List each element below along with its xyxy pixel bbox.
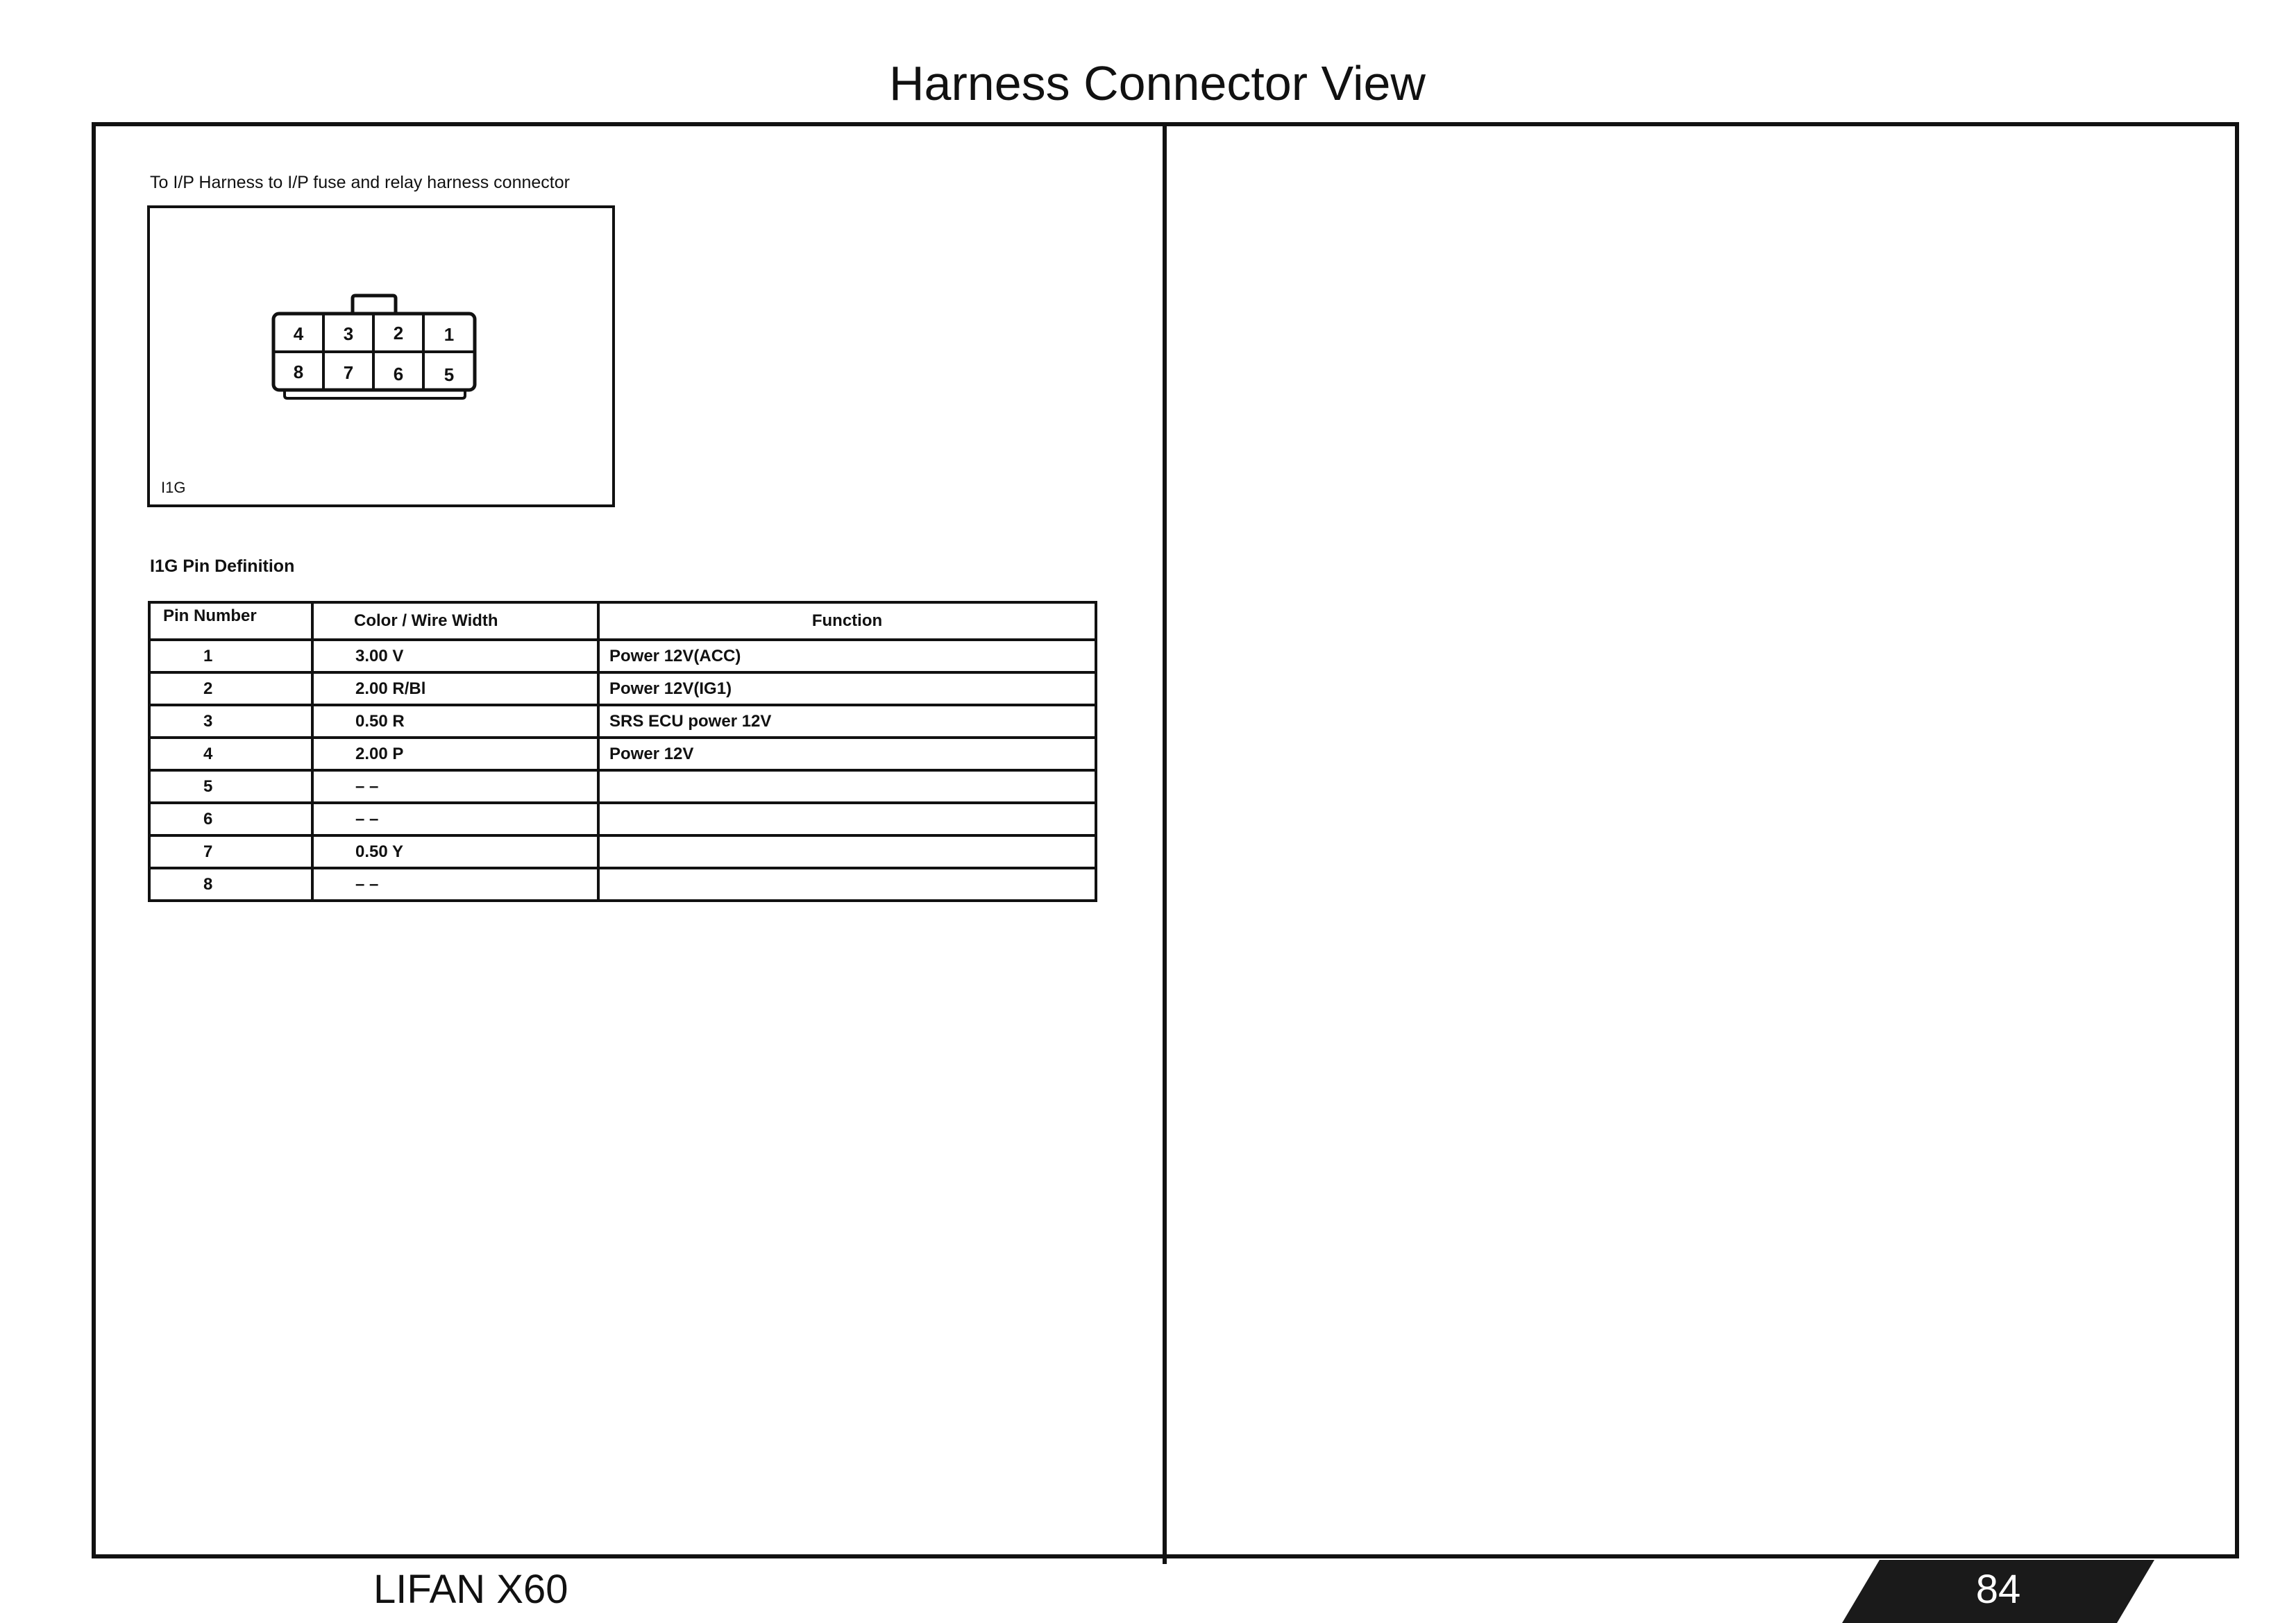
pin-label: 8 — [293, 362, 304, 382]
table-row — [149, 640, 1096, 672]
pin-definition-table — [148, 601, 1097, 902]
function-cell — [598, 868, 1096, 901]
wire-cell: 2.00 P — [312, 738, 598, 770]
pin-number-cell: 1 — [149, 640, 312, 672]
column-divider — [1163, 122, 1167, 1564]
connector-diagram — [264, 284, 486, 409]
pin-label: 7 — [343, 362, 354, 383]
table-row — [149, 803, 1096, 835]
connector-latch — [353, 296, 396, 314]
table-row — [149, 770, 1096, 803]
wire-cell: 2.00 R/Bl — [312, 672, 598, 705]
table-row — [149, 705, 1096, 738]
pin-number-cell: 3 — [149, 705, 312, 738]
table-row — [149, 672, 1096, 705]
table-header-row — [149, 602, 1096, 640]
pin-definition-heading: I1G Pin Definition — [150, 556, 295, 576]
page-title: Harness Connector View — [889, 56, 1426, 110]
pin-number-cell: 2 — [149, 672, 312, 705]
function-cell — [598, 770, 1096, 803]
function-cell: Power 12V(IG1) — [598, 672, 1096, 705]
pin-number-cell: 6 — [149, 803, 312, 835]
wire-cell: 3.00 V — [312, 640, 598, 672]
function-cell — [598, 803, 1096, 835]
table-row — [149, 835, 1096, 868]
wire-cell: – – — [312, 868, 598, 901]
function-cell: Power 12V — [598, 738, 1096, 770]
table-row — [149, 738, 1096, 770]
pin-label: 6 — [393, 364, 404, 384]
function-cell: SRS ECU power 12V — [598, 705, 1096, 738]
function-cell — [598, 835, 1096, 868]
header-color-wire-width: Color / Wire Width — [312, 602, 598, 640]
wire-cell: – – — [312, 803, 598, 835]
table-row — [149, 868, 1096, 901]
pin-label: 4 — [293, 323, 304, 344]
wire-cell: 0.50 Y — [312, 835, 598, 868]
header-pin-number: Pin Number — [149, 602, 312, 640]
footer-model-name: LIFAN X60 — [373, 1567, 568, 1612]
pin-number-cell: 5 — [149, 770, 312, 803]
pin-number-cell: 4 — [149, 738, 312, 770]
wire-cell: – – — [312, 770, 598, 803]
pin-number-cell: 7 — [149, 835, 312, 868]
pin-label: 3 — [343, 323, 354, 344]
function-cell: Power 12V(ACC) — [598, 640, 1096, 672]
connector-id-label: I1G — [161, 479, 186, 496]
header-function: Function — [598, 602, 1096, 640]
pin-number-cell: 8 — [149, 868, 312, 901]
connector-caption: To I/P Harness to I/P fuse and relay harness connector — [150, 173, 570, 192]
pin-label: 2 — [393, 323, 404, 343]
page-number: 84 — [1975, 1567, 2021, 1612]
wire-cell: 0.50 R — [312, 705, 598, 738]
pin-label: 1 — [444, 324, 455, 345]
pin-label: 5 — [444, 364, 455, 385]
